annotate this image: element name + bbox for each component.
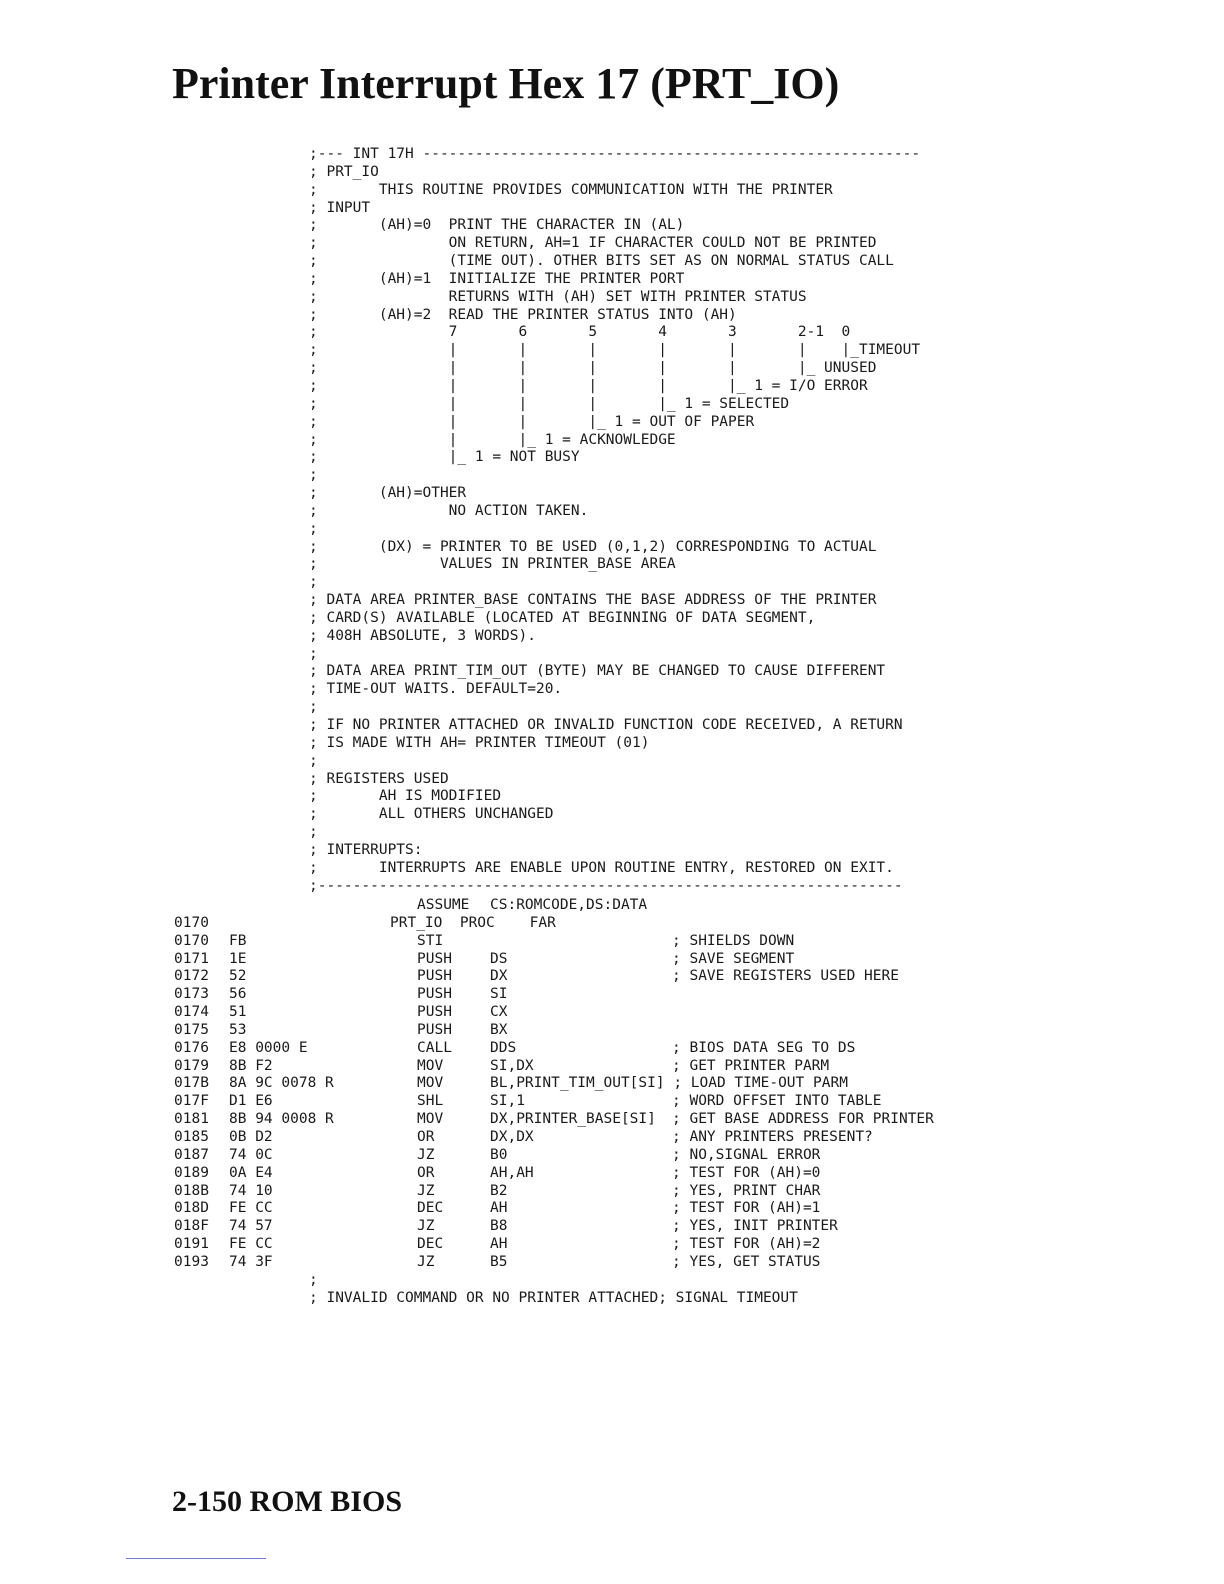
object-code: FB [229, 932, 247, 949]
object-code: 8B F2 [229, 1057, 273, 1074]
address: 0172 [174, 968, 209, 985]
tail-comment-block: ; ; INVALID COMMAND OR NO PRINTER ATTACHED; SIGNAL TIMEOUT [309, 1272, 798, 1306]
operands: DX [490, 968, 508, 985]
header-comment-block: ;--- INT 17H --------------------------------------------------------- ; PRT_IO ; THIS ROUTINE PROVIDES COMMUNICATION WITH THE PRINTER ; INPUT ; (AH)=0 PRINT THE CHARACTER IN (AL) ; ON RETURN, AH=1 IF CHARACTER COULD NOT BE PRINTED ; (TIME OUT). OTHER BITS SET AS ON NORMAL STATUS CALL ; (AH)=1 INITIALIZE THE PRINTER PORT ; RETURNS WITH (AH) SET WITH PRINTER STATUS ; (AH)=2 READ THE PRINTER STATUS INTO (AH) ; 7 6 5 4 3 2-1 0 ; | | | | | | |_TIMEOUT ; | | | | | |_ UNUSED ; | | | | |_ 1 = I/O ERROR ; | | | |_ 1 = SELECTED ; | | |_ 1 = OUT OF PAPER ; | |_ 1 = ACKNOWLEDGE ; |_ 1 = NOT BUSY ; ; (AH)=OTHER ; NO ACTION TAKEN. ; ; (DX) = PRINTER TO BE USED (0,1,2) CORRESPONDING TO ACTUAL ; VALUES IN PRINTER_BASE AREA ; ; DATA AREA PRINTER_BASE CONTAINS THE BASE ADDRESS OF THE PRINTER ; CARD(S) AVAILABLE (LOCATED AT BEGINNING OF DATA SEGMENT, ; 408H ABSOLUTE, 3 WORDS). ; ; DATA AREA PRINT_TIM_OUT (BYTE) MAY BE CHANGED TO CAUSE DIFFERENT ; TIME-OUT WAITS. DEFAULT=20. ; ; IF NO PRINTER ATTACHED OR INVALID FUNCTION CODE RECEIVED, A RETURN ; IS MADE WITH AH= PRINTER TIMEOUT (01) ; ; REGISTERS USED ; AH IS MODIFIED ; ALL OTHERS UNCHANGED ; ; INTERRUPTS: ; INTERRUPTS ARE ENABLE UPON ROUTINE ENTRY, RESTORED ON EXIT. ;------------------------------------------------------------------- [309, 146, 921, 894]
object-code: FE CC [229, 1236, 273, 1253]
code-line [0, 1093, 1224, 1111]
operands: CS:ROMCODE,DS:DATA [490, 897, 648, 913]
operands: AH [490, 1236, 508, 1253]
operands: SI,1 [490, 1093, 525, 1110]
page-footer: 2-150 ROM BIOS [172, 1485, 403, 1518]
object-code: FE CC [229, 1200, 273, 1217]
code-line [0, 1129, 1224, 1147]
line-comment: ; NO,SIGNAL ERROR [672, 1146, 821, 1163]
code-line [0, 1147, 1224, 1165]
address: 0185 [174, 1128, 209, 1145]
mnemonic: DEC [417, 1236, 444, 1253]
object-code: 0A E4 [229, 1164, 273, 1181]
code-line [0, 1040, 1224, 1058]
operands: DX,DX [490, 1128, 534, 1145]
object-code: 74 0C [229, 1146, 273, 1163]
line-comment: ; SAVE SEGMENT [672, 950, 795, 967]
label: PRT_IO PROC FAR [390, 914, 556, 931]
code-line [0, 1058, 1224, 1076]
operands: BX [490, 1021, 508, 1038]
mnemonic: PUSH [417, 1004, 452, 1021]
mnemonic: JZ [417, 1182, 435, 1199]
address: 0173 [174, 986, 209, 1003]
page-title: Printer Interrupt Hex 17 (PRT_IO) [172, 59, 840, 108]
address: 0191 [174, 1236, 209, 1253]
object-code: 8A 9C 0078 R [229, 1075, 334, 1092]
code-line [0, 1183, 1224, 1201]
mnemonic: DEC [417, 1200, 444, 1217]
operands: DDS [490, 1039, 517, 1056]
address: 0170 [174, 914, 209, 931]
code-line [0, 1004, 1224, 1022]
object-code: 74 10 [229, 1182, 273, 1199]
line-comment: ; BIOS DATA SEG TO DS [672, 1039, 856, 1056]
mnemonic: STI [417, 932, 444, 949]
line-comment: ; YES, INIT PRINTER [672, 1218, 838, 1235]
code-line [0, 1236, 1224, 1254]
object-code: 56 [229, 986, 247, 1003]
line-comment: ; SHIELDS DOWN [672, 932, 795, 949]
code-line [0, 1254, 1224, 1272]
mnemonic: MOV [417, 1111, 444, 1128]
line-comment: ; SAVE REGISTERS USED HERE [672, 968, 899, 985]
mnemonic: JZ [417, 1253, 435, 1270]
mnemonic: JZ [417, 1218, 435, 1235]
object-code: E8 0000 E [229, 1039, 308, 1056]
mnemonic: OR [417, 1164, 435, 1181]
mnemonic: ASSUME [417, 897, 470, 913]
address: 0175 [174, 1021, 209, 1038]
address: 0174 [174, 1004, 209, 1021]
operands: CX [490, 1004, 508, 1021]
address: 018F [174, 1218, 209, 1235]
operands: AH,AH [490, 1164, 534, 1181]
object-code: 51 [229, 1004, 247, 1021]
operands: SI,DX [490, 1057, 534, 1074]
object-code: 0B D2 [229, 1128, 273, 1145]
code-line [0, 897, 1224, 915]
code-line [0, 1111, 1224, 1129]
mnemonic: SHL [417, 1093, 444, 1110]
object-code: 52 [229, 968, 247, 985]
mnemonic: OR [417, 1128, 435, 1145]
mnemonic: JZ [417, 1146, 435, 1163]
address: 018B [174, 1182, 209, 1199]
object-code: 74 57 [229, 1218, 273, 1235]
address: 0171 [174, 950, 209, 967]
mnemonic: PUSH [417, 1021, 452, 1038]
code-block [0, 897, 1224, 1272]
address: 0181 [174, 1111, 209, 1128]
code-line [0, 915, 1224, 933]
code-line [0, 1165, 1224, 1183]
operands: B5 [490, 1253, 508, 1270]
line-comment: ; GET BASE ADDRESS FOR PRINTER [672, 1111, 934, 1128]
line-comment: ; TEST FOR (AH)=2 [672, 1236, 821, 1253]
line-comment: ; TEST FOR (AH)=0 [672, 1164, 821, 1181]
object-code: 1E [229, 950, 247, 967]
operands: BL,PRINT_TIM_OUT[SI] ; LOAD TIME-OUT PARM [490, 1075, 848, 1092]
operands: DX,PRINTER_BASE[SI] [490, 1111, 656, 1128]
operands: SI [490, 986, 508, 1003]
operands: AH [490, 1200, 508, 1217]
mnemonic: CALL [417, 1039, 452, 1056]
mnemonic: PUSH [417, 968, 452, 985]
operands: B2 [490, 1182, 508, 1199]
address: 0176 [174, 1039, 209, 1056]
object-code: 8B 94 0008 R [229, 1111, 334, 1128]
mnemonic: MOV [417, 1075, 444, 1092]
code-line [0, 1200, 1224, 1218]
address: 0187 [174, 1146, 209, 1163]
operands: DS [490, 950, 508, 967]
address: 017F [174, 1093, 209, 1110]
address: 0179 [174, 1057, 209, 1074]
code-line [0, 986, 1224, 1004]
code-line [0, 933, 1224, 951]
line-comment: ; YES, GET STATUS [672, 1253, 821, 1270]
mnemonic: PUSH [417, 950, 452, 967]
line-comment: ; YES, PRINT CHAR [672, 1182, 821, 1199]
object-code: 53 [229, 1021, 247, 1038]
code-line [0, 1218, 1224, 1236]
address: 0193 [174, 1253, 209, 1270]
mnemonic: PUSH [417, 986, 452, 1003]
object-code: 74 3F [229, 1253, 273, 1270]
address: 017B [174, 1075, 209, 1092]
operands: B8 [490, 1218, 508, 1235]
mnemonic: MOV [417, 1057, 444, 1074]
code-line [0, 1022, 1224, 1040]
object-code: D1 E6 [229, 1093, 273, 1110]
line-comment: ; WORD OFFSET INTO TABLE [672, 1093, 882, 1110]
line-comment: ; ANY PRINTERS PRESENT? [672, 1128, 873, 1145]
operands: B0 [490, 1146, 508, 1163]
address: 0170 [174, 932, 209, 949]
address: 018D [174, 1200, 209, 1217]
code-line [0, 951, 1224, 969]
line-comment: ; GET PRINTER PARM [672, 1057, 830, 1074]
line-comment: ; TEST FOR (AH)=1 [672, 1200, 821, 1217]
code-line [0, 968, 1224, 986]
code-line [0, 1075, 1224, 1093]
address: 0189 [174, 1164, 209, 1181]
footer-rule [126, 1558, 266, 1559]
